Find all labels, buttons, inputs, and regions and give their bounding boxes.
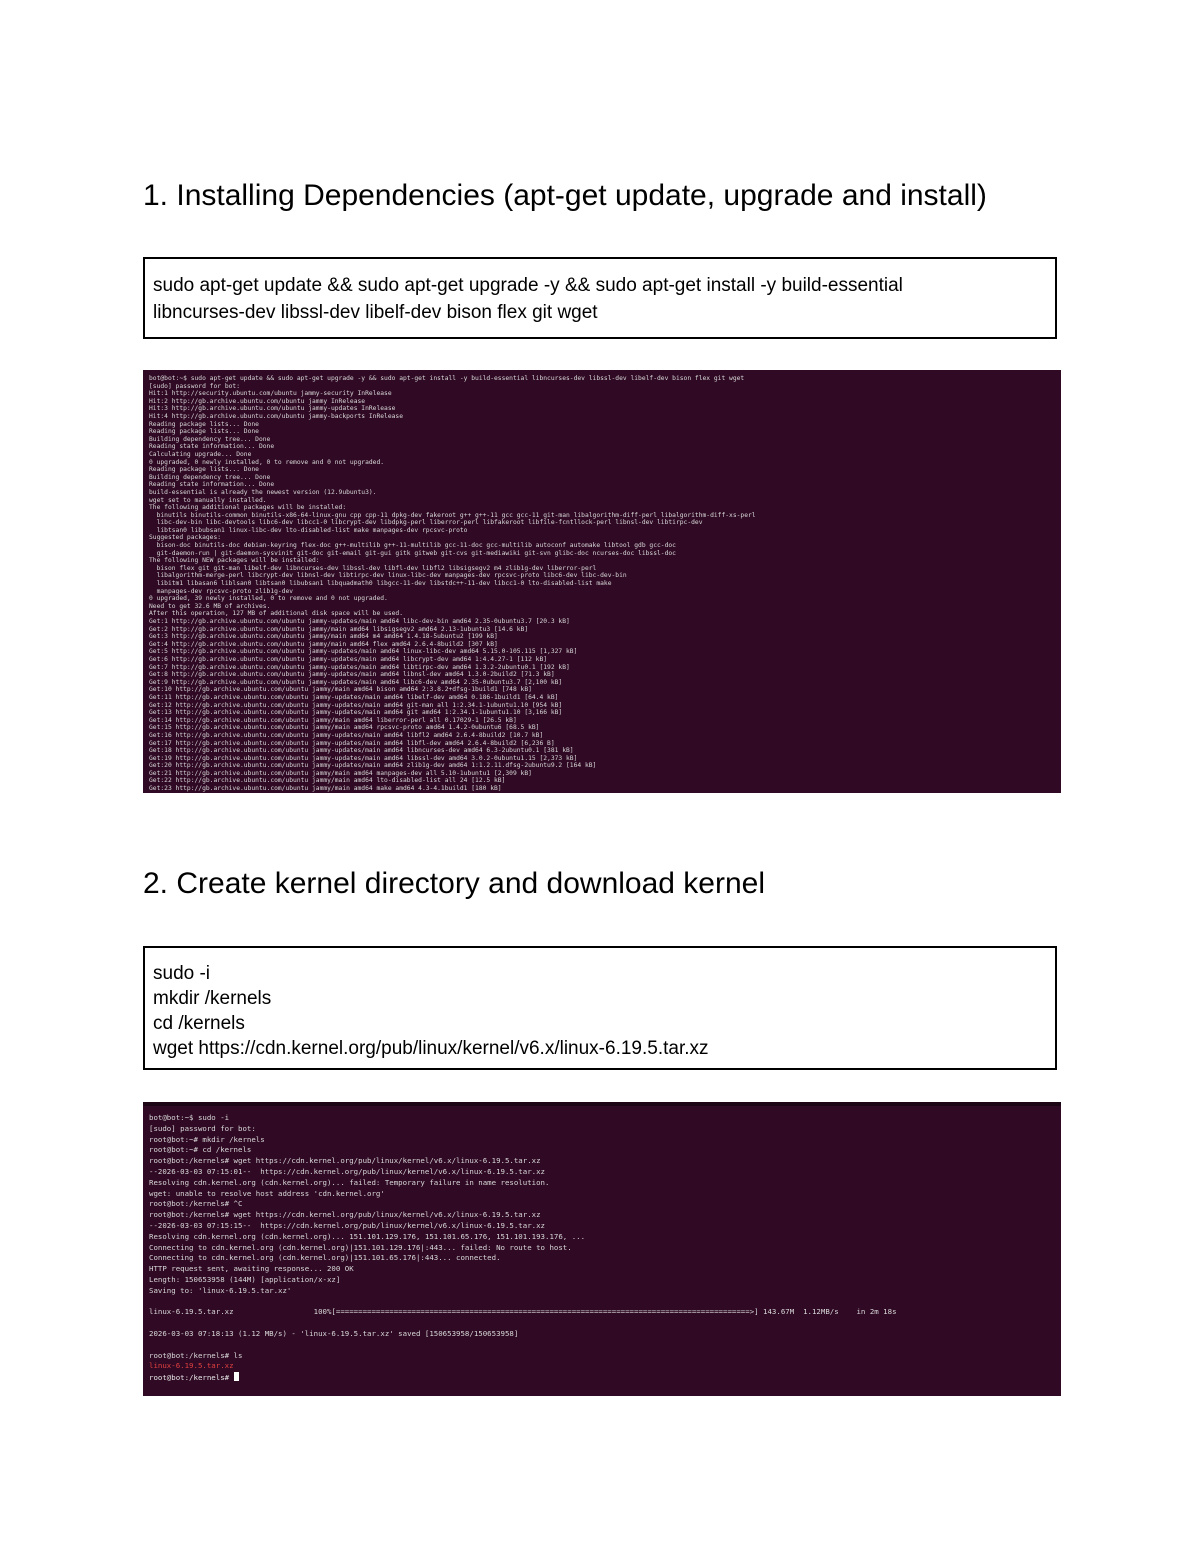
section-1-terminal-screenshot bbox=[143, 370, 1061, 793]
terminal-line: Get:23 http://gb.archive.ubuntu.com/ubuntu jammy/main amd64 make amd64 4.3-4.1build1 [180 kB] bbox=[149, 785, 502, 793]
terminal-line: Get:5 http://gb.archive.ubuntu.com/ubuntu jammy-updates/main amd64 linux-libc-dev amd64 5.15.0-105.115 [1,327 kB] bbox=[149, 648, 578, 656]
terminal-saved-line: 2026-03-03 07:18:13 (1.12 MB/s) - 'linux-6.19.5.tar.xz' saved [150653958/150653958] bbox=[149, 1328, 519, 1338]
terminal-line: Suggested packages: bbox=[149, 534, 222, 542]
section-2-terminal-screenshot bbox=[143, 1102, 1061, 1396]
terminal-line: Connecting to cdn.kernel.org (cdn.kernel.org)|151.101.129.176|:443... failed: No route to host. bbox=[149, 1242, 572, 1252]
terminal-line: --2026-03-03 07:15:01-- https://cdn.kernel.org/pub/linux/kernel/v6.x/linux-6.19.5.tar.xz bbox=[149, 1166, 546, 1176]
terminal-ls-result: linux-6.19.5.tar.xz bbox=[149, 1361, 234, 1371]
terminal-line: Get:13 http://gb.archive.ubuntu.com/ubuntu jammy-updates/main amd64 git amd64 1:2.34.1-1ubuntu1.10 [3,166 kB] bbox=[149, 709, 563, 717]
terminal-ls-prompt: root@bot:/kernels# ls bbox=[149, 1350, 243, 1360]
terminal-line: Get:3 http://gb.archive.ubuntu.com/ubuntu jammy/main amd64 m4 amd64 1.4.18-5ubuntu2 [199 kB] bbox=[149, 633, 498, 641]
terminal-line: Reading package lists... Done bbox=[149, 420, 259, 428]
terminal-line: Get:8 http://gb.archive.ubuntu.com/ubuntu jammy-updates/main amd64 libnsl-dev amd64 1.3.0-2build2 [71.3 kB] bbox=[149, 671, 555, 679]
terminal-line: Hit:3 http://gb.archive.ubuntu.com/ubuntu jammy-updates InRelease bbox=[149, 405, 396, 413]
terminal-line: Reading package lists... Done bbox=[149, 428, 259, 436]
terminal-line: 0 upgraded, 39 newly installed, 0 to remove and 0 not upgraded. bbox=[149, 595, 388, 603]
terminal-line: The following NEW packages will be installed: bbox=[149, 557, 320, 565]
terminal-line: Get:9 http://gb.archive.ubuntu.com/ubuntu jammy-updates/main amd64 libc6-dev amd64 2.35-0ubuntu3.7 [2,100 kB] bbox=[149, 678, 563, 686]
terminal-line: Get:16 http://gb.archive.ubuntu.com/ubuntu jammy-updates/main amd64 libfl2 amd64 2.6.4-8build2 [10.7 kB] bbox=[149, 731, 544, 739]
terminal-line: Reading state information... Done bbox=[149, 443, 275, 451]
terminal-line: Get:1 http://gb.archive.ubuntu.com/ubuntu jammy-updates/main amd64 libc-dev-bin amd64 2.35-0ubuntu3.7 [20.3 kB] bbox=[149, 618, 570, 625]
terminal-line: Get:6 http://gb.archive.ubuntu.com/ubuntu jammy-updates/main amd64 libcrypt-dev amd64 1:4.4.27-1 [112 kB] bbox=[149, 655, 548, 663]
terminal-line: wget: unable to resolve host address 'cdn.kernel.org' bbox=[149, 1188, 385, 1198]
terminal-line: Hit:4 http://gb.archive.ubuntu.com/ubuntu jammy-backports InRelease bbox=[149, 412, 404, 420]
terminal-line: bison-doc binutils-doc debian-keyring flex-doc g++-multilib g++-11-multilib gcc-11-doc gcc-multilib autoconf automake libtool gdb gcc-doc bbox=[149, 542, 676, 550]
terminal-line: HTTP request sent, awaiting response... 200 OK bbox=[149, 1264, 354, 1274]
terminal-line: [sudo] password for bot: bbox=[149, 1123, 256, 1133]
terminal-line: manpages-dev rpcsvc-proto zlib1g-dev bbox=[149, 587, 294, 595]
terminal-line: Reading state information... Done bbox=[149, 481, 275, 489]
terminal-line: Get:7 http://gb.archive.ubuntu.com/ubuntu jammy-updates/main amd64 libtirpc-dev amd64 1.3.2-2ubuntu0.1 [192 kB] bbox=[149, 663, 570, 671]
terminal-final-prompt: root@bot:/kernels# bbox=[149, 1373, 234, 1383]
terminal-cursor-icon bbox=[234, 1372, 239, 1381]
terminal-line: Hit:2 http://gb.archive.ubuntu.com/ubuntu jammy InRelease bbox=[149, 397, 366, 405]
terminal-line: libalgorithm-merge-perl libcrypt-dev libnsl-dev libtirpc-dev linux-libc-dev manpages-dev rpcsvc-proto libc6-dev libc-dev-bin bbox=[149, 572, 627, 580]
section-2-command-box bbox=[143, 946, 1057, 1070]
terminal-line: root@bot:/kernels# ^C bbox=[149, 1199, 243, 1209]
terminal-line: Get:18 http://gb.archive.ubuntu.com/ubuntu jammy-updates/main amd64 libncurses-dev amd64 6.3-2ubuntu0.1 [381 kB] bbox=[149, 747, 574, 755]
section-1-command-box bbox=[143, 257, 1057, 339]
terminal-blank-line bbox=[149, 1297, 1055, 1308]
terminal-line: Building dependency tree... Done bbox=[149, 473, 271, 481]
terminal-line: libitm1 libasan6 liblsan0 libtsan0 libubsan1 libquadmath0 libgcc-11-dev libstdc++-11-dev libcc1-0 lto-disabled-list make bbox=[149, 580, 612, 588]
terminal-line: wget set to manually installed. bbox=[149, 496, 267, 504]
terminal-line: Calculating upgrade... Done bbox=[149, 450, 252, 458]
command-line: mkdir /kernels bbox=[153, 988, 272, 1009]
terminal-line: Get:12 http://gb.archive.ubuntu.com/ubuntu jammy-updates/main amd64 git-man all 1:2.34.1-1ubuntu1.10 [954 kB] bbox=[149, 701, 563, 709]
terminal-line: Saving to: 'linux-6.19.5.tar.xz' bbox=[149, 1285, 292, 1295]
section-2-heading: 2. Create kernel directory and download kernel bbox=[143, 867, 766, 900]
terminal-line: Get:15 http://gb.archive.ubuntu.com/ubuntu jammy/main amd64 rpcsvc-proto amd64 1.4.2-0ubuntu6 [68.5 kB] bbox=[149, 724, 540, 732]
terminal-line: libc-dev-bin libc-devtools libc6-dev libcc1-0 libcrypt-dev libdpkg-perl liberror-perl libfakeroot libfile-fcntllock-perl libnsl-dev libtirpc-dev bbox=[149, 519, 703, 527]
terminal-line: Need to get 32.6 MB of archives. bbox=[149, 602, 271, 610]
command-line: sudo apt-get update && sudo apt-get upgrade -y && sudo apt-get install -y build-essential bbox=[153, 275, 903, 296]
terminal-line: root@bot:/kernels# wget https://cdn.kernel.org/pub/linux/kernel/v6.x/linux-6.19.5.tar.xz bbox=[149, 1156, 541, 1166]
section-1-heading: 1. Installing Dependencies (apt-get update, upgrade and install) bbox=[143, 179, 987, 212]
terminal-line: Get:14 http://gb.archive.ubuntu.com/ubuntu jammy/main amd64 liberror-perl all 0.17029-1 [26.5 kB] bbox=[149, 716, 517, 724]
terminal-line: Resolving cdn.kernel.org (cdn.kernel.org)... failed: Temporary failure in name resolution. bbox=[149, 1177, 550, 1187]
terminal-line: Get:10 http://gb.archive.ubuntu.com/ubuntu jammy/main amd64 bison amd64 2:3.8.2+dfsg-1build1 [748 kB] bbox=[149, 686, 532, 694]
terminal-line: [sudo] password for bot: bbox=[149, 382, 240, 390]
terminal-line: Get:4 http://gb.archive.ubuntu.com/ubuntu jammy/main amd64 flex amd64 2.6.4-8build2 [307 kB] bbox=[149, 640, 498, 648]
terminal-line: Length: 150653958 (144M) [application/x-xz] bbox=[149, 1274, 341, 1284]
terminal-line: Get:2 http://gb.archive.ubuntu.com/ubuntu jammy/main amd64 libsigsegv2 amd64 2.13-1ubuntu3 [14.6 kB] bbox=[149, 625, 529, 633]
terminal-progress-line: linux-6.19.5.tar.xz 100%[=============================================================================================>] 143.67M 1.12MB/s in 2m 18s bbox=[149, 1307, 897, 1317]
command-line: sudo -i bbox=[153, 963, 211, 984]
terminal-line: 0 upgraded, 0 newly installed, 0 to remove and 0 not upgraded. bbox=[149, 458, 385, 466]
terminal-line: Connecting to cdn.kernel.org (cdn.kernel.org)|151.101.65.176|:443... connected. bbox=[149, 1253, 501, 1263]
terminal-line: --2026-03-03 07:15:15-- https://cdn.kernel.org/pub/linux/kernel/v6.x/linux-6.19.5.tar.xz bbox=[149, 1220, 546, 1230]
terminal-line: Resolving cdn.kernel.org (cdn.kernel.org)... 151.101.129.176, 151.101.65.176, 151.101.193.176, ... bbox=[149, 1231, 586, 1241]
terminal-line: root@bot:~# cd /kernels bbox=[149, 1145, 252, 1155]
command-line: wget https://cdn.kernel.org/pub/linux/kernel/v6.x/linux-6.19.5.tar.xz bbox=[153, 1038, 709, 1059]
command-line: libncurses-dev libssl-dev libelf-dev bison flex git wget bbox=[153, 302, 598, 323]
terminal-blank-line bbox=[149, 1340, 1055, 1351]
terminal-line: Get:19 http://gb.archive.ubuntu.com/ubuntu jammy-updates/main amd64 libssl-dev amd64 3.0.2-0ubuntu1.15 [2,373 kB] bbox=[149, 754, 578, 762]
terminal-line: build-essential is already the newest version (12.9ubuntu3). bbox=[149, 488, 377, 496]
terminal-line: Hit:1 http://security.ubuntu.com/ubuntu jammy-security InRelease bbox=[149, 390, 392, 398]
terminal-line: bot@bot:~$ sudo -i bbox=[149, 1113, 230, 1122]
terminal-line: Get:21 http://gb.archive.ubuntu.com/ubuntu jammy/main amd64 manpages-dev all 5.10-1ubuntu1 [2,309 kB] bbox=[149, 769, 532, 777]
terminal-line: bot@bot:~$ sudo apt-get update && sudo apt-get upgrade -y && sudo apt-get install -y build-essential libncurses-dev libssl-dev libelf-dev bison flex git wget bbox=[149, 375, 745, 382]
terminal-line: Get:11 http://gb.archive.ubuntu.com/ubuntu jammy-updates/main amd64 libelf-dev amd64 0.186-1build1 [64.4 kB] bbox=[149, 693, 559, 701]
terminal-line: root@bot:/kernels# wget https://cdn.kernel.org/pub/linux/kernel/v6.x/linux-6.19.5.tar.xz bbox=[149, 1210, 541, 1220]
terminal-line: Building dependency tree... Done bbox=[149, 435, 271, 443]
terminal-line: Reading package lists... Done bbox=[149, 466, 259, 474]
terminal-line: binutils binutils-common binutils-x86-64-linux-gnu cpp cpp-11 dpkg-dev fakeroot g++ g++-11 gcc gcc-11 git-man libalgorithm-diff-perl libalgorithm-diff-xs-perl bbox=[149, 511, 756, 519]
command-line: cd /kernels bbox=[153, 1013, 245, 1034]
terminal-line: git-daemon-run | git-daemon-sysvinit git-doc git-email git-gui gitk gitweb git-cvs git-mediawiki git-svn glibc-doc ncurses-doc libssl-doc bbox=[149, 549, 676, 557]
terminal-line: After this operation, 127 MB of additional disk space will be used. bbox=[149, 610, 404, 618]
terminal-line: libtsan0 libubsan1 linux-libc-dev lto-disabled-list make manpages-dev rpcsvc-proto bbox=[149, 526, 468, 534]
terminal-line: The following additional packages will be installed: bbox=[149, 504, 347, 512]
terminal-line: Get:22 http://gb.archive.ubuntu.com/ubuntu jammy/main amd64 lto-disabled-list all 24 [12.5 kB] bbox=[149, 777, 506, 785]
terminal-line: root@bot:~# mkdir /kernels bbox=[149, 1134, 265, 1144]
terminal-line: Get:17 http://gb.archive.ubuntu.com/ubuntu jammy-updates/main amd64 libfl-dev amd64 2.6.4-8build2 [6,236 B] bbox=[149, 739, 555, 747]
terminal-blank-line bbox=[149, 1318, 1055, 1329]
terminal-final-line bbox=[149, 1372, 1055, 1384]
terminal-line: Get:20 http://gb.archive.ubuntu.com/ubuntu jammy-updates/main amd64 zlib1g-dev amd64 1:1.2.11.dfsg-2ubuntu9.2 [164 kB] bbox=[149, 762, 597, 770]
terminal-output-block bbox=[149, 1113, 1055, 1297]
terminal-line: bison flex git git-man libelf-dev libncurses-dev libssl-dev libfl-dev libfl2 libsigsegv2 m4 zlib1g-dev liberror-perl bbox=[149, 564, 597, 572]
